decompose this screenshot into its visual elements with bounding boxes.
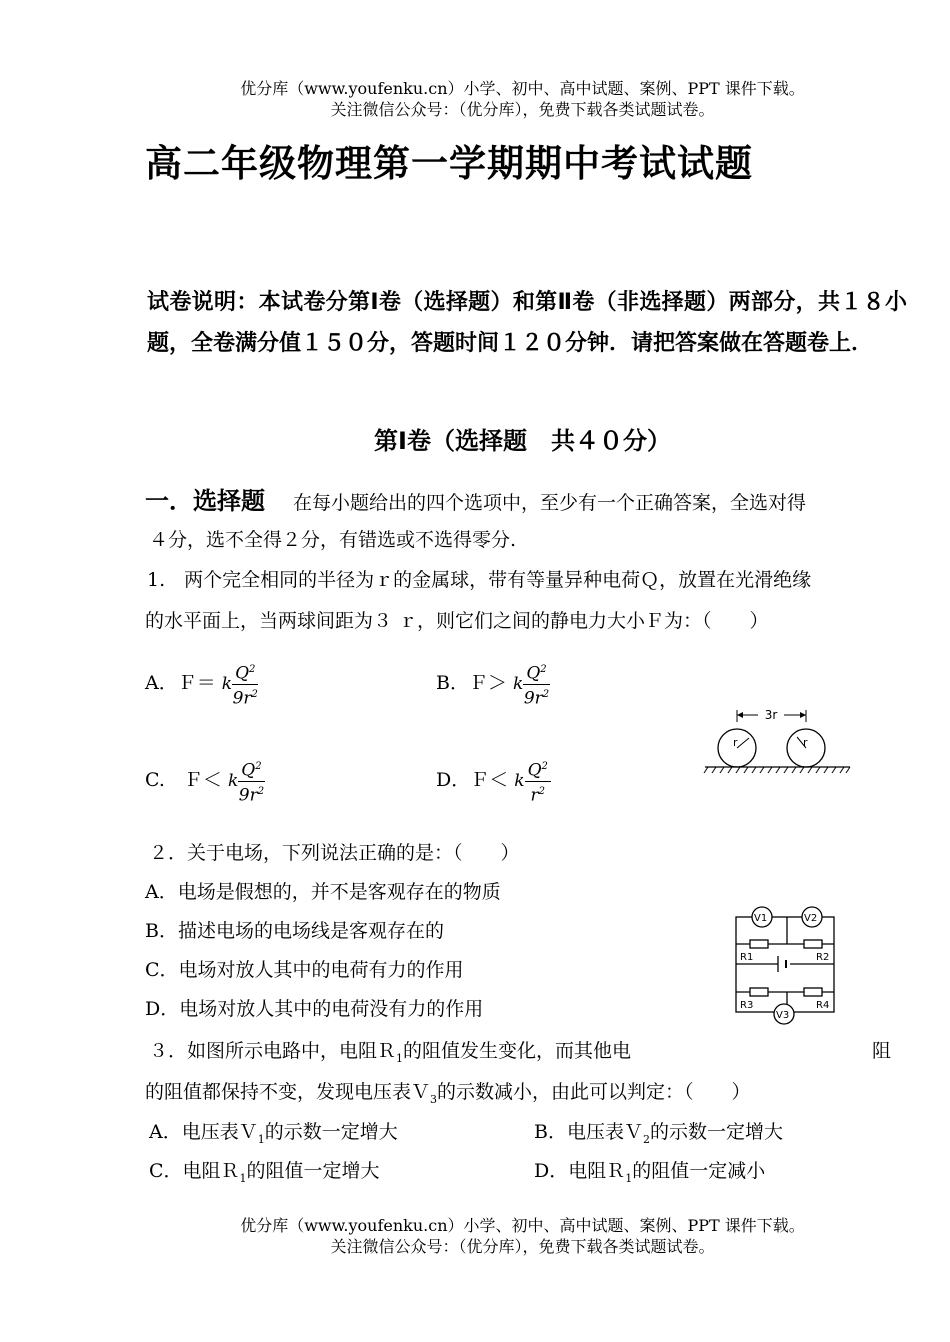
q1-option-d: [436, 757, 551, 805]
q3-label-r2: R2: [816, 952, 830, 963]
q3-option-c-post: 的阻值一定增大: [246, 1160, 380, 1182]
q1-fig-radius-left: [737, 738, 749, 748]
q3-option-d-sub: 1: [625, 1171, 633, 1185]
q3-option-c: [149, 1156, 380, 1185]
q1-fig-ground-hatch: [704, 767, 850, 773]
q1-option-a-k: k: [221, 674, 233, 695]
q3-option-d-post: 的阻值一定减小: [632, 1160, 766, 1182]
q3-resistor-r4: [804, 988, 822, 996]
q1-option-d-label: D．Ｆ＜: [436, 769, 509, 792]
q3-stem-a: ３．如图所示电路中，电阻Ｒ: [149, 1040, 397, 1062]
q1-fig-arrow-right: [800, 712, 806, 718]
q2-option-c: C．电场对放人其中的电荷有力的作用: [145, 959, 464, 981]
q1-option-b-den: 9r: [523, 688, 543, 709]
q3-label-v1: V1: [754, 913, 768, 924]
q1-option-b-num: Q: [526, 663, 541, 684]
q1-option-b-den-exp: 2: [542, 688, 550, 700]
q1-option-b-num-exp: 2: [540, 664, 547, 675]
q3-option-b-post: 的示数一定增大: [649, 1121, 783, 1143]
q3-line2-a: 的阻值都保持不变，发现电压表Ｖ: [145, 1081, 431, 1103]
q2-option-d: D．电场对放人其中的电荷没有力的作用: [145, 998, 484, 1020]
q3-option-b-sub: 2: [642, 1132, 650, 1146]
part1-heading: 一．选择题: [145, 487, 265, 515]
q1-option-a-den: 9r: [232, 688, 252, 709]
q1-option-d-den-exp: 2: [538, 785, 545, 797]
q3-resistor-r1: [750, 940, 768, 948]
q2-option-a: A．电场是假想的，并不是客观存在的物质: [145, 881, 501, 903]
q3-stem-line-2: [145, 1077, 751, 1106]
q1-option-a: [145, 660, 258, 708]
q1-option-a-den-exp: 2: [251, 688, 258, 700]
header-line-2: 关注微信公众号：（优分库），免费下载各类试题试卷。: [330, 100, 715, 119]
section-title: 第Ⅰ卷（选择题 共４０分）: [374, 427, 671, 455]
q1-fig-r-left: r: [733, 736, 738, 749]
q3-label-r1: R1: [740, 952, 754, 963]
page-title: 高二年级物理第一学期期中考试试题: [145, 142, 753, 185]
q3-option-d-pre: D．电阻Ｒ: [534, 1160, 626, 1182]
q1-fig-arrow-left: [737, 712, 743, 718]
q3-label-r3: R3: [740, 1000, 754, 1011]
q1-fig-3r-label: 3r: [764, 708, 778, 722]
part1-instructions-a: 在每小题给出的四个选项中，至少有一个正确答案，全选对得: [293, 492, 807, 514]
q3-option-c-sub: 1: [239, 1171, 247, 1185]
q1-option-d-k: k: [514, 771, 525, 792]
q3-option-b-pre: B．电压表Ｖ: [534, 1121, 643, 1143]
q1-option-a-num-exp: 2: [249, 664, 256, 675]
exam-instructions: 试卷说明：本试卷分第Ⅰ卷（选择题）和第Ⅱ卷（非选择题）两部分，共１８小题，全卷满分值１５０分，答题时间１２０分钟．请把答案做在答题卷上．: [147, 290, 907, 356]
q1-spheres-figure: [700, 700, 860, 780]
q3-stem-sub1: 1: [396, 1051, 404, 1065]
q1-option-c: [145, 757, 265, 805]
q1-option-b-k: k: [513, 674, 524, 695]
q3-option-a-sub: 1: [257, 1132, 265, 1146]
q1-option-b-fraction: [523, 660, 549, 708]
q1-option-a-fraction: [232, 660, 258, 708]
q1-line-2: 的水平面上，当两球间距为３ ｒ，则它们之间的静电力大小Ｆ为：（ ）: [145, 610, 769, 632]
q3-option-c-pre: C．电阻Ｒ: [149, 1160, 240, 1182]
q3-stem-c: 阻: [872, 1040, 892, 1062]
q3-option-a-pre: A．电压表Ｖ: [149, 1121, 258, 1143]
q1-option-c-label: C. Ｆ＜: [145, 769, 222, 792]
q3-option-b: [534, 1117, 783, 1146]
part1-heading-line: [145, 481, 806, 516]
footer-line-1: 优分库（www.youfenku.cn）小学、初中、高中试题、案例、PPT 课件下载。: [240, 1216, 805, 1235]
q2-option-b: B．描述电场的电场线是客观存在的: [145, 920, 444, 942]
footer-line-2: 关注微信公众号：（优分库），免费下载各类试题试卷。: [330, 1237, 715, 1256]
q3-option-d: [534, 1156, 765, 1185]
q1-option-c-k: k: [227, 771, 239, 792]
q3-circuit-figure: [728, 900, 848, 1030]
q3-line2-b: 的示数减小，由此可以判定：（ ）: [437, 1081, 751, 1103]
q3-label-v3: V3: [776, 1010, 790, 1021]
q3-line2-sub3: 3: [430, 1092, 438, 1106]
q1-option-a-label: A．Ｆ＝: [145, 672, 216, 695]
header-line-1: 优分库（www.youfenku.cn）小学、初中、高中试题、案例、PPT 课件下载。: [240, 79, 805, 98]
q1-line-1: 1. 两个完全相同的半径为ｒ的金属球，带有等量异种电荷Ｑ，放置在光滑绝缘: [147, 569, 812, 591]
q1-option-b-label: B．Ｆ＞: [436, 672, 507, 695]
q1-option-c-fraction: [238, 757, 264, 805]
q1-option-c-num: Q: [241, 760, 256, 781]
q2-stem: ２．关于电场，下列说法正确的是：（ ）: [149, 842, 520, 864]
q1-fig-r-right: r: [803, 736, 808, 749]
q3-resistor-r3: [750, 988, 768, 996]
q3-stem-b: 的阻值发生变化，而其他电: [403, 1040, 632, 1062]
q1-option-a-num: Q: [235, 663, 250, 684]
q3-option-a-post: 的示数一定增大: [264, 1121, 398, 1143]
q1-option-b: [436, 660, 550, 708]
q3-option-a: [149, 1117, 398, 1146]
part1-instructions-b: ４分，选不全得２分，有错选或不选得零分.: [149, 529, 517, 551]
q1-option-c-den-exp: 2: [257, 785, 265, 797]
q1-option-d-fraction: [525, 757, 551, 805]
q1-option-d-den: r: [530, 785, 539, 806]
q1-option-d-num-exp: 2: [541, 761, 548, 772]
q3-resistor-r2: [804, 940, 822, 948]
q1-option-d-num: Q: [527, 760, 542, 781]
q3-label-r4: R4: [816, 1000, 830, 1011]
q1-option-c-den: 9r: [238, 785, 258, 806]
q3-stem-line-1: [149, 1036, 631, 1065]
q1-option-c-num-exp: 2: [255, 761, 262, 772]
q3-label-v2: V2: [804, 913, 818, 924]
